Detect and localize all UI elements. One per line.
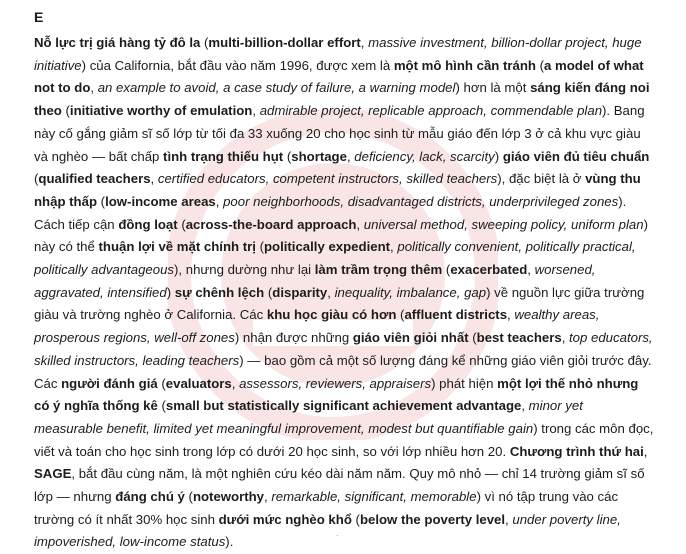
bold-term: sự chênh lệch xyxy=(174,284,265,300)
text-run: ). xyxy=(225,534,234,550)
text-run: ) trong các môn đọc, viết và toán cho học sinh trong lớp có dưới 20 học sinh, so với lớp nhiều hơn 20. xyxy=(34,420,654,459)
text-run: ). Bang này cố gắng giảm sĩ số lớp từ tối đa 33 xuống 20 cho học sinh từ mẫu giáo đến lớp 3 ở cả khu vực giàu và nghèo — bất chấp xyxy=(34,103,645,164)
text-run: ( xyxy=(184,489,193,505)
text-run: ), nhưng dường như lại xyxy=(174,262,315,278)
synonyms: worsened, aggravated, intensified xyxy=(34,262,596,300)
text-run: , xyxy=(90,80,98,96)
text-run: , xyxy=(360,35,369,50)
text-run: ( xyxy=(535,57,545,73)
text-run: ( xyxy=(200,35,209,50)
bold-term: thuận lợi về mặt chính trị xyxy=(98,239,256,255)
text-run: ), đặc biệt là ở xyxy=(497,171,586,187)
bold-term: noteworthy xyxy=(192,489,265,505)
text-run: , xyxy=(561,330,570,346)
synonyms: admirable project, replicable approach, commendable plan xyxy=(259,103,603,119)
text-run: ) xyxy=(166,284,175,300)
text-run: ) nhận được những xyxy=(234,330,353,346)
bold-term: vùng thu nhập thấp xyxy=(34,171,641,209)
text-run: ) của California, bắt đầu vào năm 1996, được xem là xyxy=(81,57,394,73)
text-run: ( xyxy=(351,511,360,527)
synonyms: assessors, reviewers, appraisers xyxy=(239,375,432,391)
synonyms: massive investment, billion-dollar project, huge initiative xyxy=(34,35,642,73)
text-run: ( xyxy=(264,284,273,300)
text-run: ) xyxy=(494,148,503,164)
synonyms: wealthy areas, prosperous regions, well-off zones xyxy=(34,307,600,346)
bold-term: initiative worthy of emulation xyxy=(69,103,253,119)
bold-term: khu học giàu có hơn xyxy=(266,307,397,323)
text-run: , xyxy=(507,307,515,323)
text-run: ( xyxy=(61,103,70,119)
bold-term: across-the-board approach xyxy=(185,216,357,232)
text-run: , bắt đầu cùng năm, là một nghiên cứu kéo dài năm năm. Quy mô nhỏ — chỉ 14 trường giảm sĩ số lớp — nhưng xyxy=(34,466,645,505)
text-run: ( xyxy=(157,398,166,414)
text-run: ) về nguồn lực giữa trường giàu và trường nghèo ở California. Các xyxy=(34,284,645,323)
text-run: ( xyxy=(468,330,477,346)
text-run: , xyxy=(252,103,260,119)
text-run: ( xyxy=(177,216,186,232)
text-run: , xyxy=(327,284,335,300)
bold-term: Nỗ lực trị giá hàng tỷ đô la xyxy=(34,35,201,50)
bold-term: a model of what not to do xyxy=(34,57,644,96)
text-run: ) hơn là một xyxy=(455,80,531,96)
bold-term: sáng kiến đáng noi theo xyxy=(34,80,650,119)
bold-term: đồng loạt xyxy=(118,216,178,232)
bold-term: below the poverty level xyxy=(359,511,506,527)
bold-term: qualified teachers xyxy=(38,171,151,187)
text-run: , xyxy=(505,511,513,527)
bold-term: một lợi thế nhỏ nhưng có ý nghĩa thống kê xyxy=(34,375,639,414)
text-run: ) vì nó tập trung vào các trường có ít nhất 30% học sinh xyxy=(34,489,619,527)
bold-term: làm trầm trọng thêm xyxy=(314,262,443,278)
text-run: ). Cách tiếp cận xyxy=(34,193,627,232)
synonyms: remarkable, significant, memorable xyxy=(271,489,477,505)
text-run: ) phát hiện xyxy=(431,375,498,391)
text-run: ( xyxy=(97,193,106,209)
text-run: ) này có thể xyxy=(34,216,648,255)
bold-term: multi-billion-dollar effort xyxy=(208,35,361,50)
bold-term: small but statistically significant achievement advantage xyxy=(165,398,522,414)
bold-term: SAGE xyxy=(34,466,72,482)
bold-term: best teachers xyxy=(476,330,562,346)
synonyms: inequality, imbalance, gap xyxy=(334,284,487,300)
body-paragraph xyxy=(34,32,654,554)
text-run: ( xyxy=(442,262,451,278)
synonyms: universal method, sweeping policy, uniform plan xyxy=(363,216,644,232)
document-page xyxy=(34,6,654,554)
text-run: ( xyxy=(157,375,166,391)
bold-term: politically expedient xyxy=(263,239,391,255)
text-run: , xyxy=(264,489,272,505)
text-run: ( xyxy=(34,171,39,187)
synonyms: politically convenient, politically practical, politically advantageous xyxy=(34,239,636,278)
bold-term: giáo viên giỏi nhất xyxy=(352,330,469,346)
bold-term: shortage xyxy=(291,148,347,164)
synonyms: minor yet measurable benefit, limited yet meaningful improvement, modest but quantifiable gain xyxy=(34,398,583,436)
text-run: ( xyxy=(255,239,264,255)
text-run: , xyxy=(356,216,364,232)
text-run: , xyxy=(231,375,240,391)
bold-term: giáo viên đủ tiêu chuẩn xyxy=(502,148,650,164)
text-run: , xyxy=(390,239,398,255)
synonyms: deficiency, lack, scarcity xyxy=(354,148,495,164)
text-run: , xyxy=(527,262,535,278)
text-run: ( xyxy=(283,148,292,164)
text-run: , xyxy=(643,443,648,459)
synonyms: an example to avoid, a case study of failure, a warning model xyxy=(97,80,456,96)
bold-term: affluent districts xyxy=(404,307,508,323)
bold-term: dưới mức nghèo khổ xyxy=(218,511,352,527)
synonyms: under poverty line, impoverished, low-income status xyxy=(34,511,621,550)
bold-term: disparity xyxy=(272,284,328,300)
bold-term: một mô hình cần tránh xyxy=(393,57,536,73)
synonyms: poor neighborhoods, disadvantaged districts, underprivileged zones xyxy=(223,193,619,209)
text-run: , xyxy=(215,193,224,209)
bold-term: evaluators xyxy=(165,375,232,391)
synonyms: certified educators, competent instructors, skilled teachers xyxy=(157,171,498,187)
text-run: ( xyxy=(396,307,405,323)
footer-mark: . xyxy=(336,528,339,538)
bold-term: đáng chú ý xyxy=(115,489,185,505)
bold-term: người đánh giá xyxy=(61,375,158,391)
synonyms: top educators, skilled instructors, leading teachers xyxy=(34,330,653,368)
bold-term: exacerbated xyxy=(450,262,528,278)
text-run: , xyxy=(150,171,158,187)
text-run: ) — bao gồm cả một số lượng đáng kể những giáo viên giỏi trước đây. Các xyxy=(34,352,652,391)
text-run: , xyxy=(521,398,529,414)
section-heading: E xyxy=(34,9,44,25)
bold-term: tình trạng thiếu hụt xyxy=(163,148,284,164)
text-run: , xyxy=(346,148,355,164)
bold-term: low-income areas xyxy=(105,193,216,209)
bold-term: Chương trình thứ hai xyxy=(509,443,644,459)
